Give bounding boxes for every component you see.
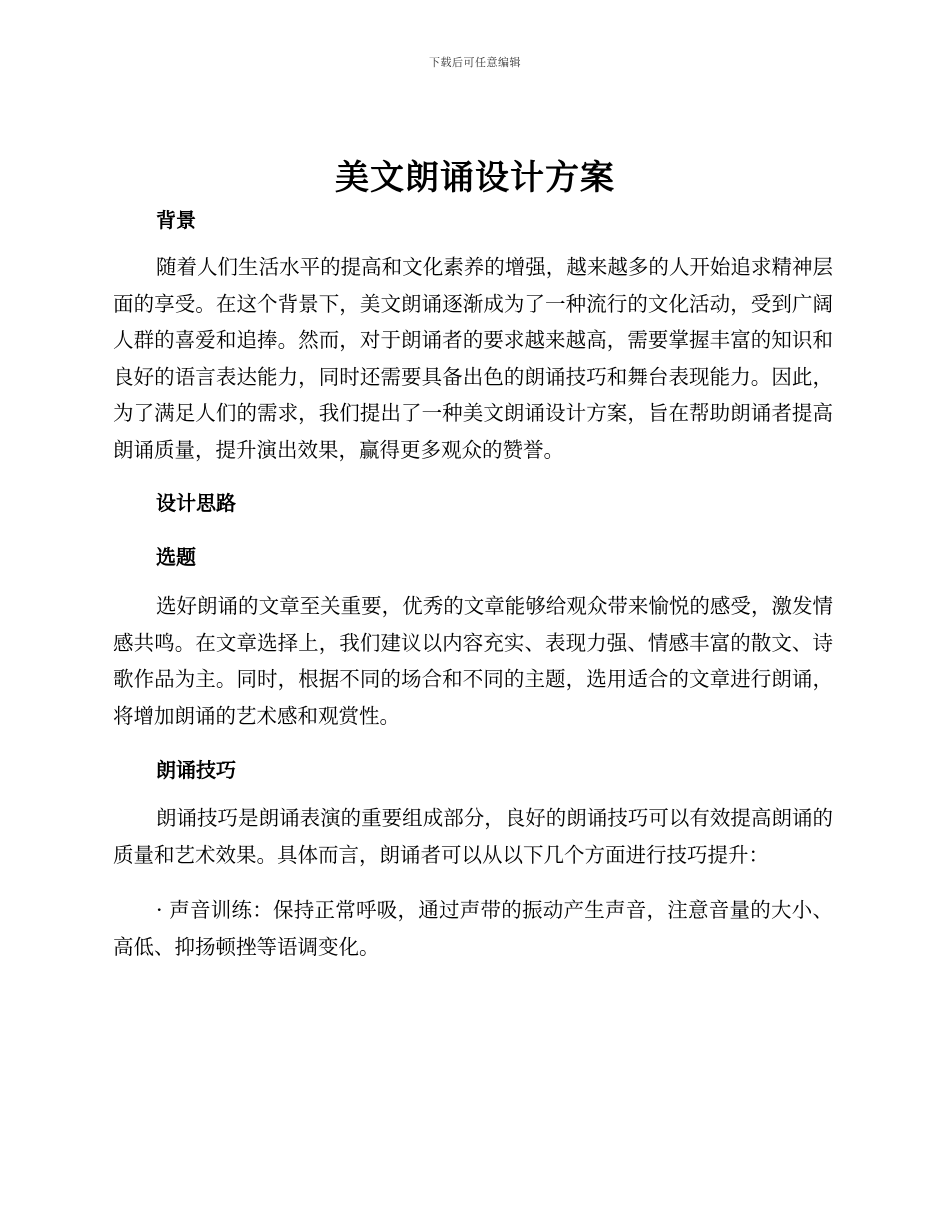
document-body xyxy=(113,205,833,965)
section-heading-background: 背景 xyxy=(156,208,196,232)
section-paragraph-topic: 选好朗诵的文章至关重要，优秀的文章能够给观众带来愉悦的感受，激发情感共鸣。在文章选择上，我们建议以内容充实、表现力强、情感丰富的散文、诗歌作品为主。同时，根据不同的场合和不同的主题，选用适合的文章进行朗诵，将增加朗诵的艺术感和观赏性。 xyxy=(113,594,833,728)
section-heading-topic: 选题 xyxy=(156,545,196,569)
page-title: 美文朗诵设计方案 xyxy=(335,158,615,198)
header-note: 下载后可任意编辑 xyxy=(429,56,521,69)
section-heading-reciting-skills: 朗诵技巧 xyxy=(156,758,236,782)
section-paragraph-background: 随着人们生活水平的提高和文化素养的增强，越来越多的人开始追求精神层面的享受。在这个背景下，美文朗诵逐渐成为了一种流行的文化活动，受到广阔人群的喜爱和追捧。然而，对于朗诵者的要求越来越高，需要掌握丰富的知识和良好的语言表达能力，同时还需要具备出色的朗诵技巧和舞台表现能力。因此，为了满足人们的需求，我们提出了一种美文朗诵设计方案，旨在帮助朗诵者提高朗诵质量，提升演出效果，赢得更多观众的赞誉。 xyxy=(113,255,833,462)
section-paragraph-reciting-skills: 朗诵技巧是朗诵表演的重要组成部分，良好的朗诵技巧可以有效提高朗诵的质量和艺术效果。具体而言，朗诵者可以从以下几个方面进行技巧提升： xyxy=(113,806,833,867)
list-item-voice-training: · 声音训练：保持正常呼吸，通过声带的振动产生声音，注意音量的大小、高低、抑扬顿挫等语调变化。 xyxy=(113,898,833,959)
section-heading-design-idea: 设计思路 xyxy=(156,491,236,515)
